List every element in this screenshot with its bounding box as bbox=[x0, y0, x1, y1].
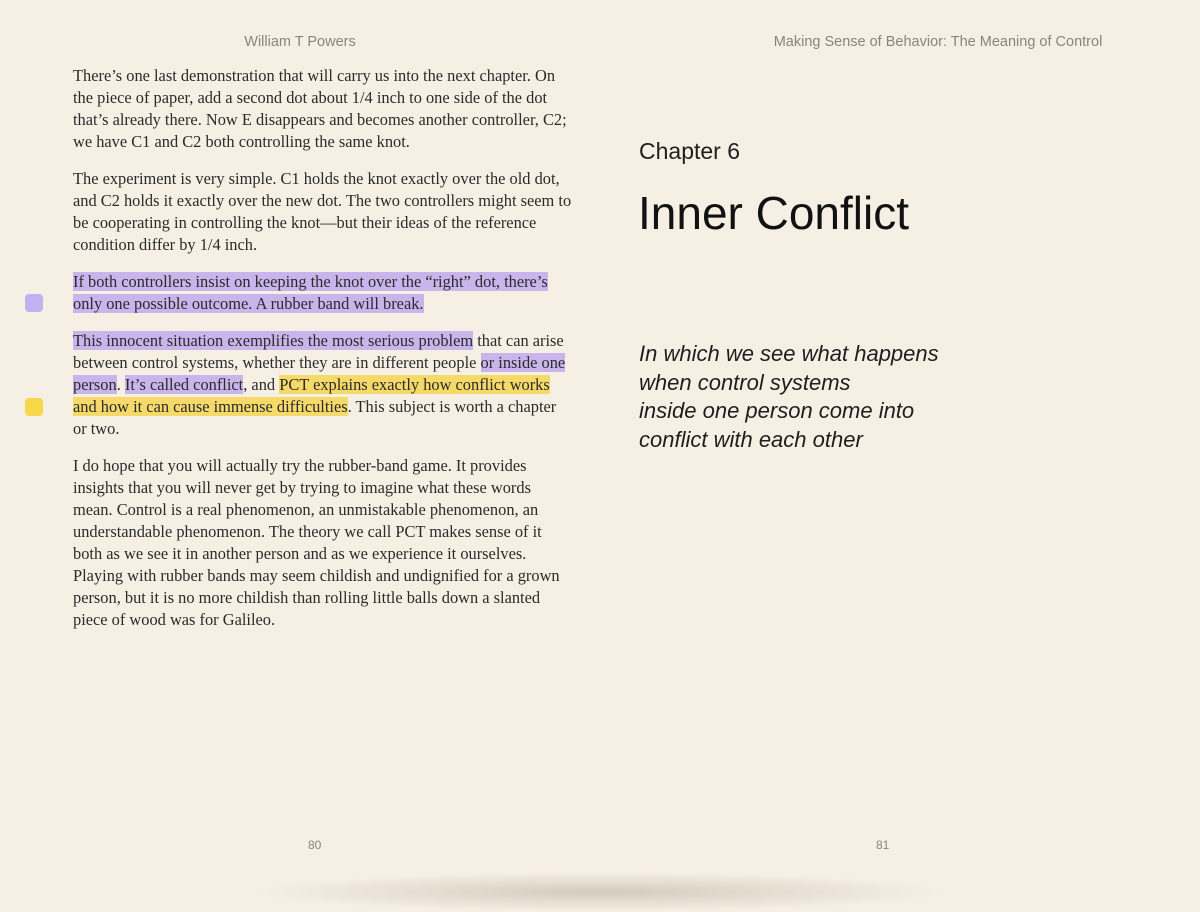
running-head-book-title: Making Sense of Behavior: The Meaning of Control bbox=[773, 34, 1103, 50]
paragraph[interactable]: I do hope that you will actually try the rubber-band game. It provides insights that you will never get by trying to imagine what these words mean. Control is a real phenomenon, an unmistakable phenomenon, an understandable phenomenon. The theory we call PCT makes sense of it both as we see it in another person and as we experience it ourselves. Playing with rubber bands may seem childish and undignified for a grown person, but it is no more childish than rolling little balls down a slanted piece of wood was for Galileo. bbox=[73, 456, 560, 629]
paragraph[interactable] bbox=[73, 271, 573, 315]
page-number: 80 bbox=[308, 838, 322, 852]
book-bottom-shadow bbox=[250, 872, 950, 912]
paragraph[interactable] bbox=[73, 330, 573, 440]
epigraph-line: inside one person come into bbox=[639, 398, 915, 423]
yellow-highlight-marker-icon[interactable] bbox=[25, 398, 43, 416]
purple-highlight[interactable]: This innocent situation exemplifies the most serious problem bbox=[73, 331, 474, 350]
purple-highlight[interactable]: If both controllers insist on keeping the knot over the “right” dot, there’s only one possible outcome. A rubber band will break. bbox=[73, 272, 548, 313]
page-body-text bbox=[73, 65, 573, 646]
purple-highlight-marker-icon[interactable] bbox=[25, 294, 43, 312]
page-number: 81 bbox=[876, 838, 890, 852]
right-page bbox=[600, 0, 1200, 899]
chapter-label: Chapter 6 bbox=[639, 138, 741, 164]
text-span: . This subject is worth a chapter or two. bbox=[73, 397, 557, 438]
epigraph-line: conflict with each other bbox=[639, 426, 863, 452]
purple-highlight[interactable]: or inside one person bbox=[73, 353, 566, 394]
paragraph[interactable]: There’s one last demonstration that will carry us into the next chapter. On the piece of paper, add a second dot about 1/4 inch to one side of the dot that’s already there. Now E disappears and becomes another controller, C2; we have C1 and C2 both controlling the same knot. bbox=[73, 66, 567, 151]
paragraph[interactable]: The experiment is very simple. C1 holds the knot exactly over the old dot, and C2 holds it exactly over the new dot. The two controllers might seem to be cooperating in controlling the knot—but their ideas of the reference condition differ by 1/4 inch. bbox=[73, 169, 572, 254]
epigraph-line: when control systems bbox=[639, 369, 851, 395]
epigraph-line: In which we see what happens bbox=[639, 341, 939, 366]
purple-highlight[interactable]: It’s called conflict bbox=[124, 375, 244, 394]
chapter-title: Inner Conflict bbox=[638, 187, 910, 239]
yellow-highlight[interactable]: PCT explains exactly how conflict works and how it can cause immense difficulties bbox=[73, 375, 550, 416]
text-span: , and bbox=[243, 375, 280, 394]
chapter-epigraph bbox=[639, 340, 1059, 454]
text-span: . bbox=[116, 375, 125, 394]
left-page bbox=[0, 0, 600, 899]
running-head-author: William T Powers bbox=[244, 34, 356, 50]
text-span: that can arise between control systems, whether they are in different people bbox=[73, 331, 564, 372]
